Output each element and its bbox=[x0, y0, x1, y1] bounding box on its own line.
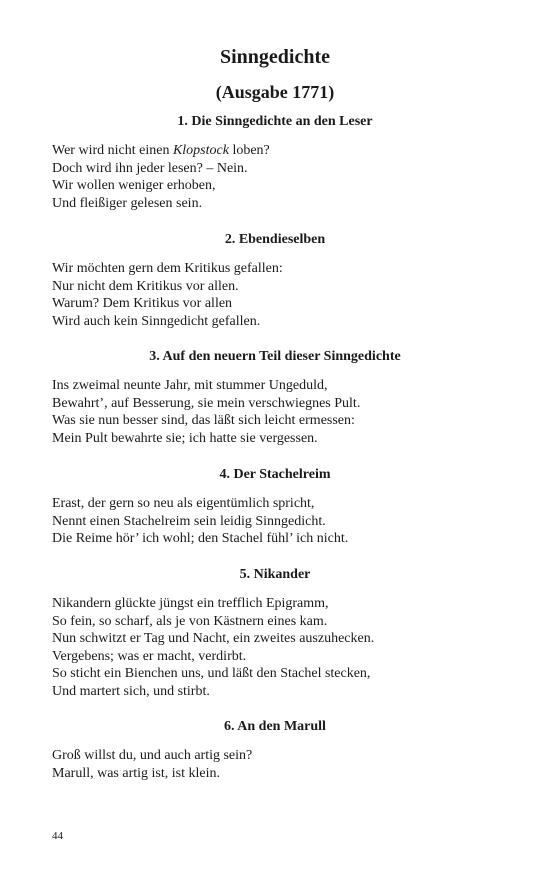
poem-line bbox=[52, 278, 498, 296]
line-text: Und martert sich, und stirbt. bbox=[52, 683, 210, 699]
poem-heading: 5. Nikander bbox=[239, 567, 311, 582]
line-text: Vergebens; was er macht, verdirbt. bbox=[52, 648, 247, 664]
poem-body bbox=[52, 260, 498, 330]
poem-body bbox=[52, 495, 498, 548]
line-text: So fein, so scharf, als je von Kästnern eines kam. bbox=[52, 613, 328, 629]
poem-body bbox=[52, 595, 498, 701]
poem-line bbox=[52, 595, 498, 613]
line-text: Erast, der gern so neu als eigentümlich spricht, bbox=[52, 496, 315, 511]
line-text: Nur nicht dem Kritikus vor allen. bbox=[52, 278, 239, 294]
poem-body bbox=[52, 747, 498, 782]
poem-heading: 2. Ebendieselben bbox=[224, 232, 326, 247]
poem-line bbox=[52, 613, 498, 631]
poem-body bbox=[52, 377, 498, 447]
poem-heading: 6. An den Marull bbox=[224, 719, 326, 734]
line-text: loben? bbox=[228, 143, 270, 158]
page-number: 44 bbox=[52, 830, 63, 842]
line-text: Die Reime hör’ ich wohl; den Stachel fühl’ ich nicht. bbox=[52, 531, 349, 547]
line-text: Groß willst du, und auch artig sein? bbox=[52, 748, 253, 763]
line-text: Warum? Dem Kritikus vor allen bbox=[52, 296, 233, 312]
poem-line bbox=[52, 513, 498, 531]
line-text: Marull, was artig ist, ist klein. bbox=[52, 765, 220, 781]
line-text: Und fleißiger gelesen sein. bbox=[52, 195, 203, 211]
line-text: Ins zweimal neunte Jahr, mit stummer Ungeduld, bbox=[52, 378, 328, 393]
line-text: Bewahrt’, auf Besserung, sie mein verschwiegnes Pult. bbox=[52, 395, 361, 411]
poem-line bbox=[52, 142, 498, 160]
poem-line bbox=[52, 295, 498, 313]
line-text: Nun schwitzt er Tag und Nacht, ein zweites auszuhecken. bbox=[52, 631, 375, 647]
poem-heading: 1. Die Sinngedichte an den Leser bbox=[177, 114, 373, 129]
poem-body bbox=[52, 142, 498, 212]
poem-line bbox=[52, 430, 498, 448]
poem-line bbox=[52, 495, 498, 513]
line-text: Wir möchten gern dem Kritikus gefallen: bbox=[52, 261, 283, 276]
page-title: Sinngedichte bbox=[219, 46, 331, 68]
line-text: Mein Pult bewahrte sie; ich hatte sie vergessen. bbox=[52, 430, 318, 446]
poem-line bbox=[52, 313, 498, 331]
page-subtitle: (Ausgabe 1771) bbox=[215, 82, 335, 102]
poem-line bbox=[52, 683, 498, 701]
line-text: So sticht ein Bienchen uns, und läßt den Stachel stecken, bbox=[52, 666, 371, 682]
line-text: Wird auch kein Sinngedicht gefallen. bbox=[52, 313, 261, 329]
poem-line bbox=[52, 765, 498, 783]
poem-heading: 4. Der Stachelreim bbox=[219, 467, 331, 482]
poem-line bbox=[52, 412, 498, 430]
line-text: Wir wollen weniger erhoben, bbox=[52, 178, 216, 194]
poem-line bbox=[52, 260, 498, 278]
poem-line bbox=[52, 395, 498, 413]
poem-line bbox=[52, 195, 498, 213]
poem-line bbox=[52, 160, 498, 178]
poem-line bbox=[52, 630, 498, 648]
poem-line bbox=[52, 648, 498, 666]
line-text: Nikandern glückte jüngst ein trefflich Epigramm, bbox=[52, 596, 329, 611]
line-text: Doch wird ihn jeder lesen? – Nein. bbox=[52, 160, 248, 176]
line-text: Nennt einen Stachelreim sein leidig Sinngedicht. bbox=[52, 513, 326, 529]
line-text: Wer wird nicht einen bbox=[52, 143, 173, 158]
poem-line bbox=[52, 530, 498, 548]
poem-heading: 3. Auf den neuern Teil dieser Sinngedichte bbox=[149, 349, 401, 364]
poem-line bbox=[52, 747, 498, 765]
poem-line bbox=[52, 377, 498, 395]
poem-line bbox=[52, 665, 498, 683]
poem-line bbox=[52, 177, 498, 195]
italic-text: Klopstock bbox=[172, 143, 229, 158]
line-text: Was sie nun besser sind, das läßt sich leicht ermessen: bbox=[52, 413, 355, 429]
